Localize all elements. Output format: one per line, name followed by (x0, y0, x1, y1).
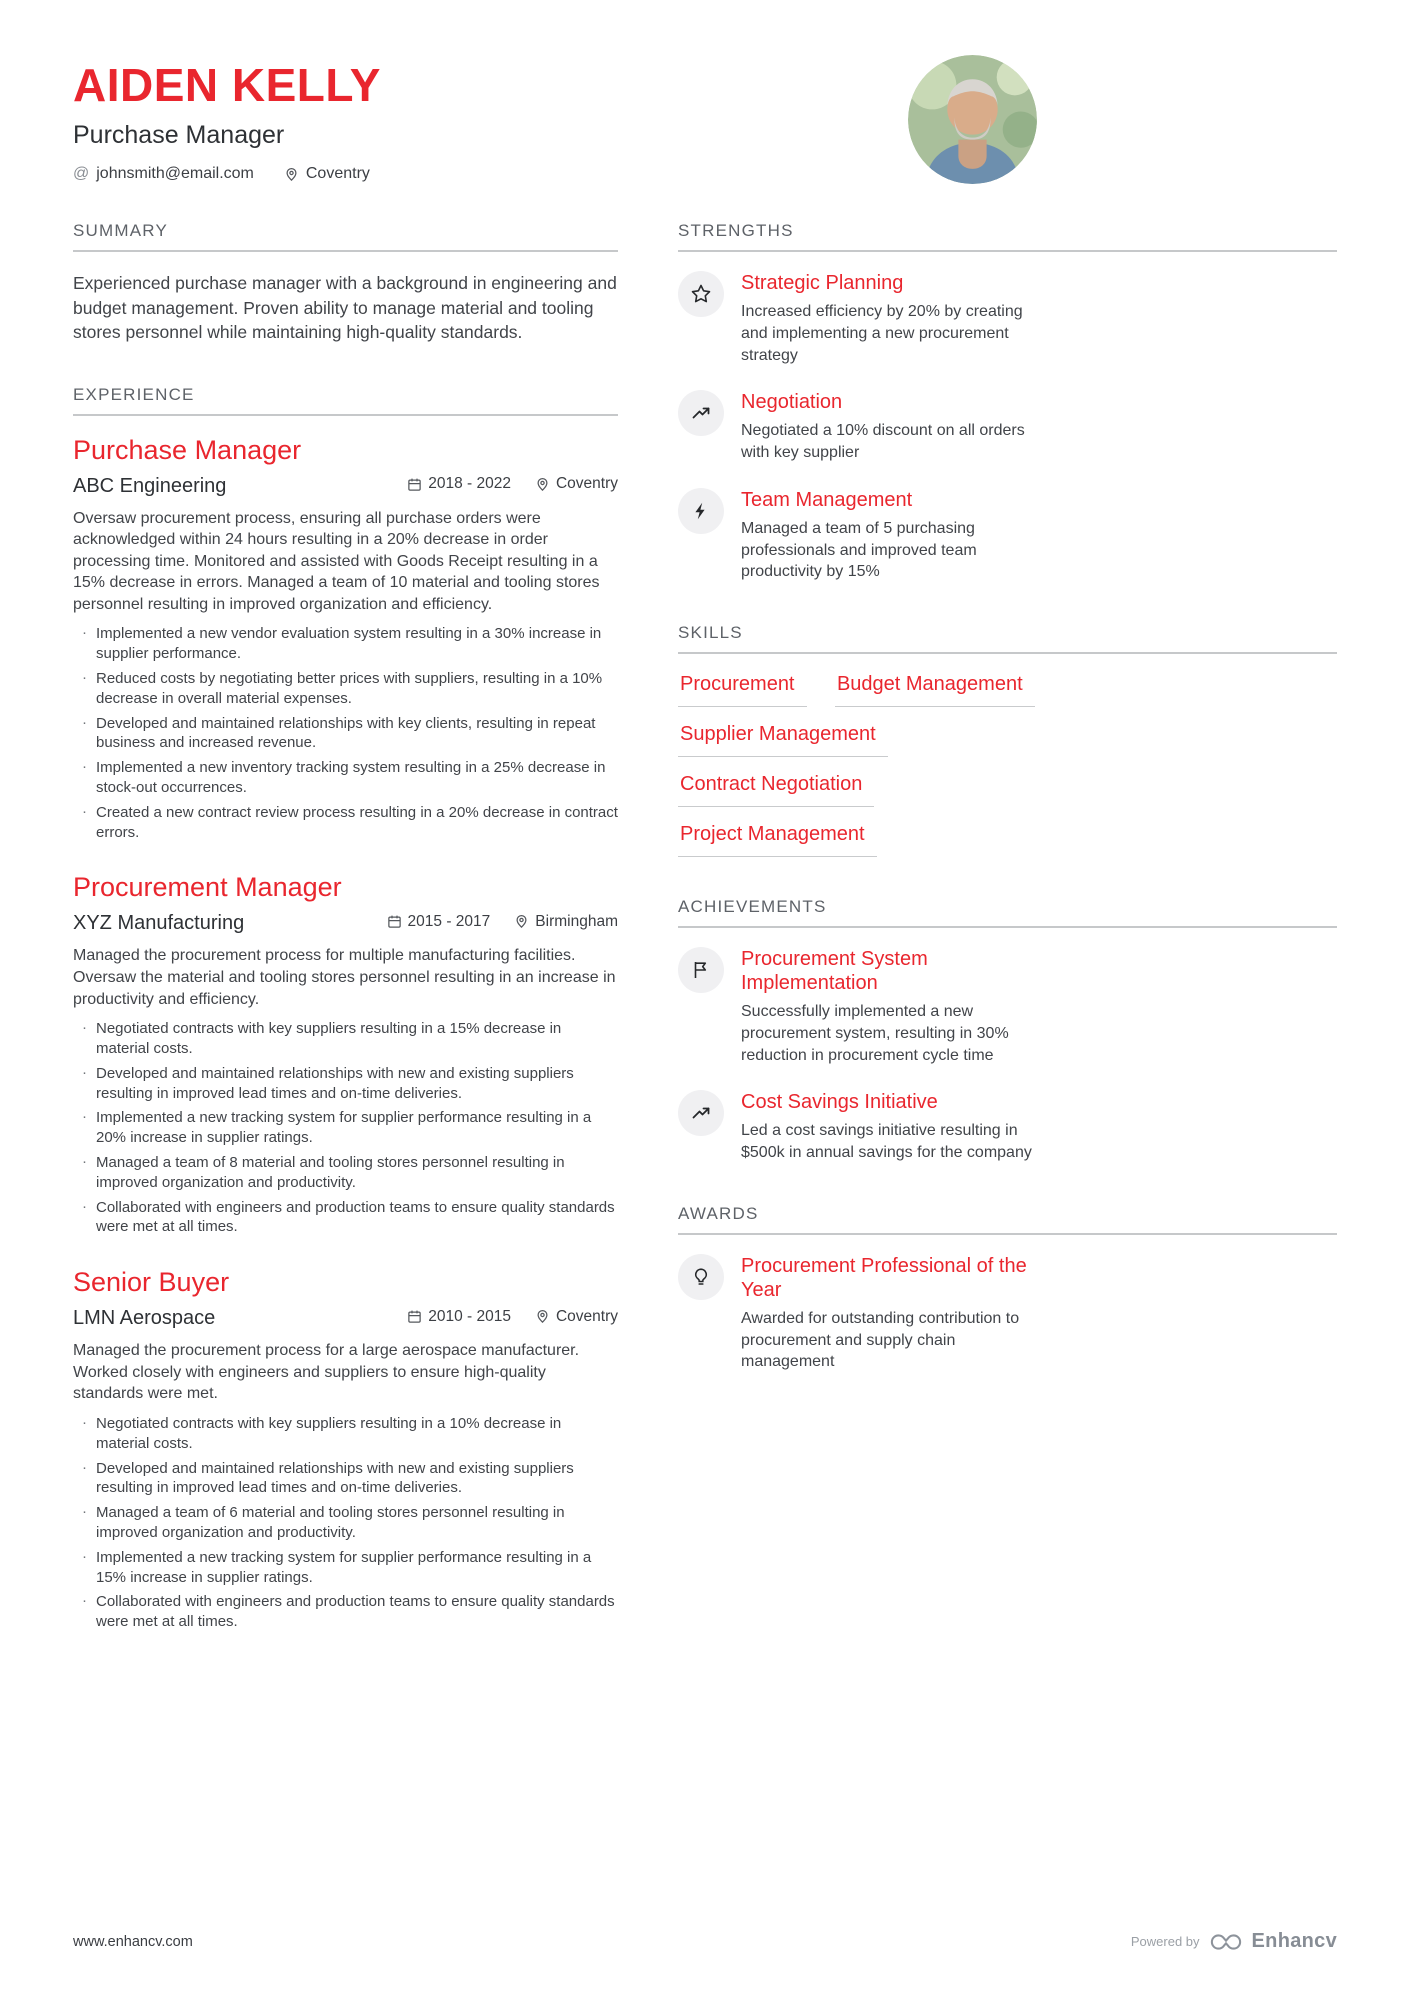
strength-item (678, 488, 1337, 583)
job-dates-text: 2018 - 2022 (428, 475, 511, 492)
skill-item: Supplier Management (678, 723, 888, 757)
enhancv-brand-text[interactable]: Enhancv (1251, 1930, 1337, 1952)
bullet-item: · Developed and maintained relationships with new and existing suppliers resulting in improved lead times and on-time deliveries. (73, 1459, 618, 1499)
job-meta (407, 475, 618, 493)
calendar-icon (407, 1309, 422, 1324)
company-name: ABC Engineering (73, 474, 227, 497)
pin-icon (535, 477, 550, 492)
star-icon (678, 271, 724, 317)
job-dates-text: 2010 - 2015 (428, 1307, 511, 1325)
job-header-row (73, 1307, 618, 1330)
skill-item: Contract Negotiation (678, 773, 874, 807)
strength-title: Strategic Planning (741, 272, 904, 294)
enhancv-logo-icon[interactable] (1210, 1932, 1242, 1952)
at-icon (73, 165, 89, 183)
experience-entry (73, 872, 618, 1237)
right-column (678, 221, 1337, 1672)
candidate-name: AIDEN KELLY (73, 59, 381, 111)
resume-columns (73, 221, 1337, 1672)
skills-section (678, 623, 1337, 857)
strength-item (678, 390, 1337, 464)
email-text: johnsmith@email.com (96, 165, 254, 182)
contact-row (73, 165, 1337, 183)
job-description: Oversaw procurement process, ensuring all purchase orders were acknowledged within 24 hours resulting in a 20% decrease in order processing time. Monitored and assisted with Goods Receipt resulting in a 15% decrease in errors. Managed a team of 10 material and tooling stores personnel resulting in improved organization and efficiency. (73, 509, 600, 613)
achievements-heading: ACHIEVEMENTS (678, 897, 1337, 928)
award-item (678, 1254, 1337, 1373)
bullet-item: · Reduced costs by negotiating better prices with suppliers, resulting in a 10% decrease in overall material expenses. (73, 669, 618, 709)
bullet-item: · Implemented a new tracking system for supplier performance resulting in a 15% increase in supplier ratings. (73, 1548, 618, 1588)
profile-photo (908, 55, 1037, 184)
strength-text: Managed a team of 5 purchasing professionals and improved team productivity by 15% (741, 519, 977, 581)
experience-heading: EXPERIENCE (73, 385, 618, 416)
skill-item: Project Management (678, 823, 877, 857)
awards-heading: AWARDS (678, 1204, 1337, 1235)
job-dates-text: 2015 - 2017 (407, 912, 491, 930)
lightbulb-icon (678, 1254, 724, 1300)
flag-icon (678, 947, 724, 993)
job-location-text: Coventry (555, 475, 618, 492)
summary-section (73, 221, 618, 345)
calendar-icon (407, 477, 422, 492)
awards-section (678, 1204, 1337, 1373)
powered-by-label: Powered by (1130, 1934, 1200, 1949)
bullet-item: · Collaborated with engineers and production teams to ensure quality standards were met at all times. (73, 1198, 618, 1238)
strength-text: Increased efficiency by 20% by creating and implementing a new procurement strategy (741, 303, 1023, 364)
job-header-row (73, 912, 618, 935)
resume-header (73, 58, 1337, 183)
calendar-icon (387, 914, 402, 929)
job-bullets (73, 624, 618, 842)
page-footer (73, 1930, 1337, 1953)
strength-text: Negotiated a 10% discount on all orders with key supplier (741, 422, 1025, 461)
pin-icon (535, 1309, 550, 1324)
strengths-heading: STRENGTHS (678, 221, 1337, 252)
pin-icon (514, 914, 529, 929)
job-meta (407, 1308, 618, 1326)
contact-location (284, 165, 370, 183)
achievement-text: Successfully implemented a new procurement system, resulting in 30% reduction in procurement cycle time (741, 1003, 1009, 1064)
award-text: Awarded for outstanding contribution to procurement and supply chain management (741, 1309, 1020, 1371)
lightning-icon (678, 488, 724, 534)
candidate-job-title: Purchase Manager (73, 121, 285, 149)
company-name: LMN Aerospace (73, 1307, 216, 1330)
job-location-text: Coventry (555, 1307, 618, 1325)
summary-text: Experienced purchase manager with a background in engineering and budget management. Proven ability to manage material and tooling stores personnel while maintaining high-quality standards. (73, 273, 617, 342)
bullet-item: · Negotiated contracts with key suppliers resulting in a 15% decrease in material costs. (73, 1019, 618, 1059)
bullet-item: · Negotiated contracts with key suppliers resulting in a 10% decrease in material costs. (73, 1414, 618, 1454)
skill-item: Budget Management (835, 673, 1035, 707)
trending-arrows-icon (678, 390, 724, 436)
experience-section (73, 385, 618, 1632)
job-dates (407, 1308, 511, 1326)
job-bullets (73, 1019, 618, 1237)
powered-by (1131, 1930, 1337, 1953)
achievement-text: Led a cost savings initiative resulting in $500k in annual savings for the company (741, 1122, 1032, 1161)
company-name: XYZ Manufacturing (73, 912, 245, 935)
bullet-item: · Managed a team of 8 material and tooling stores personnel resulting in improved organization and productivity. (73, 1153, 618, 1193)
achievements-section (678, 897, 1337, 1164)
strength-title: Team Management (741, 488, 913, 511)
job-description: Managed the procurement process for multiple manufacturing facilities. Oversaw the material and tooling stores personnel resulting in an increase in productivity and efficiency. (73, 947, 616, 1008)
left-column (73, 221, 618, 1672)
skills-heading: SKILLS (678, 623, 1337, 654)
award-title: Procurement Professional of the Year (741, 1254, 1027, 1301)
achievement-title: Procurement System Implementation (741, 948, 928, 994)
location-text: Coventry (305, 165, 370, 182)
job-dates (387, 913, 491, 931)
job-location (535, 1308, 618, 1326)
job-location (535, 475, 618, 493)
job-meta (387, 913, 618, 931)
achievement-item (678, 1090, 1337, 1164)
job-header-row (73, 475, 618, 498)
pin-icon (284, 167, 299, 182)
bullet-item: · Developed and maintained relationships with new and existing suppliers resulting in improved lead times and on-time deliveries. (73, 1064, 618, 1104)
experience-entry (73, 1267, 618, 1632)
bullet-item: · Implemented a new tracking system for supplier performance resulting in a 20% increase in supplier ratings. (73, 1108, 618, 1148)
achievement-item (678, 947, 1337, 1066)
job-location (514, 913, 618, 931)
job-dates (407, 475, 511, 493)
bullet-item: · Implemented a new vendor evaluation system resulting in a 30% increase in supplier performance. (73, 624, 618, 664)
bullet-item: · Implemented a new inventory tracking system resulting in a 25% decrease in stock-out occurrences. (73, 758, 618, 798)
bullet-item: · Collaborated with engineers and production teams to ensure quality standards were met at all times. (73, 1592, 618, 1632)
experience-entry (73, 435, 618, 843)
achievement-title: Cost Savings Initiative (741, 1091, 938, 1114)
strengths-section (678, 221, 1337, 583)
footer-website-link[interactable]: www.enhancv.com (73, 1933, 193, 1950)
job-title: Senior Buyer (73, 1267, 230, 1298)
strength-item (678, 271, 1337, 366)
bullet-item: · Developed and maintained relationships with key clients, resulting in repeat business and increased revenue. (73, 714, 618, 754)
skill-item: Procurement (678, 673, 807, 707)
job-title: Procurement Manager (73, 872, 342, 903)
summary-heading: SUMMARY (73, 221, 618, 252)
job-title: Purchase Manager (73, 434, 302, 465)
trending-arrows-icon (678, 1090, 724, 1136)
strength-title: Negotiation (741, 391, 843, 414)
job-bullets (73, 1414, 618, 1632)
job-location-text: Birmingham (535, 912, 618, 930)
bullet-item: · Managed a team of 6 material and tooling stores personnel resulting in improved organization and productivity. (73, 1503, 618, 1543)
bullet-item: · Created a new contract review process resulting in a 20% decrease in contract errors. (73, 803, 618, 843)
contact-email (73, 165, 254, 183)
job-description: Managed the procurement process for a large aerospace manufacturer. Worked closely with engineers and suppliers to ensure high-quality standards were met. (73, 1342, 580, 1403)
